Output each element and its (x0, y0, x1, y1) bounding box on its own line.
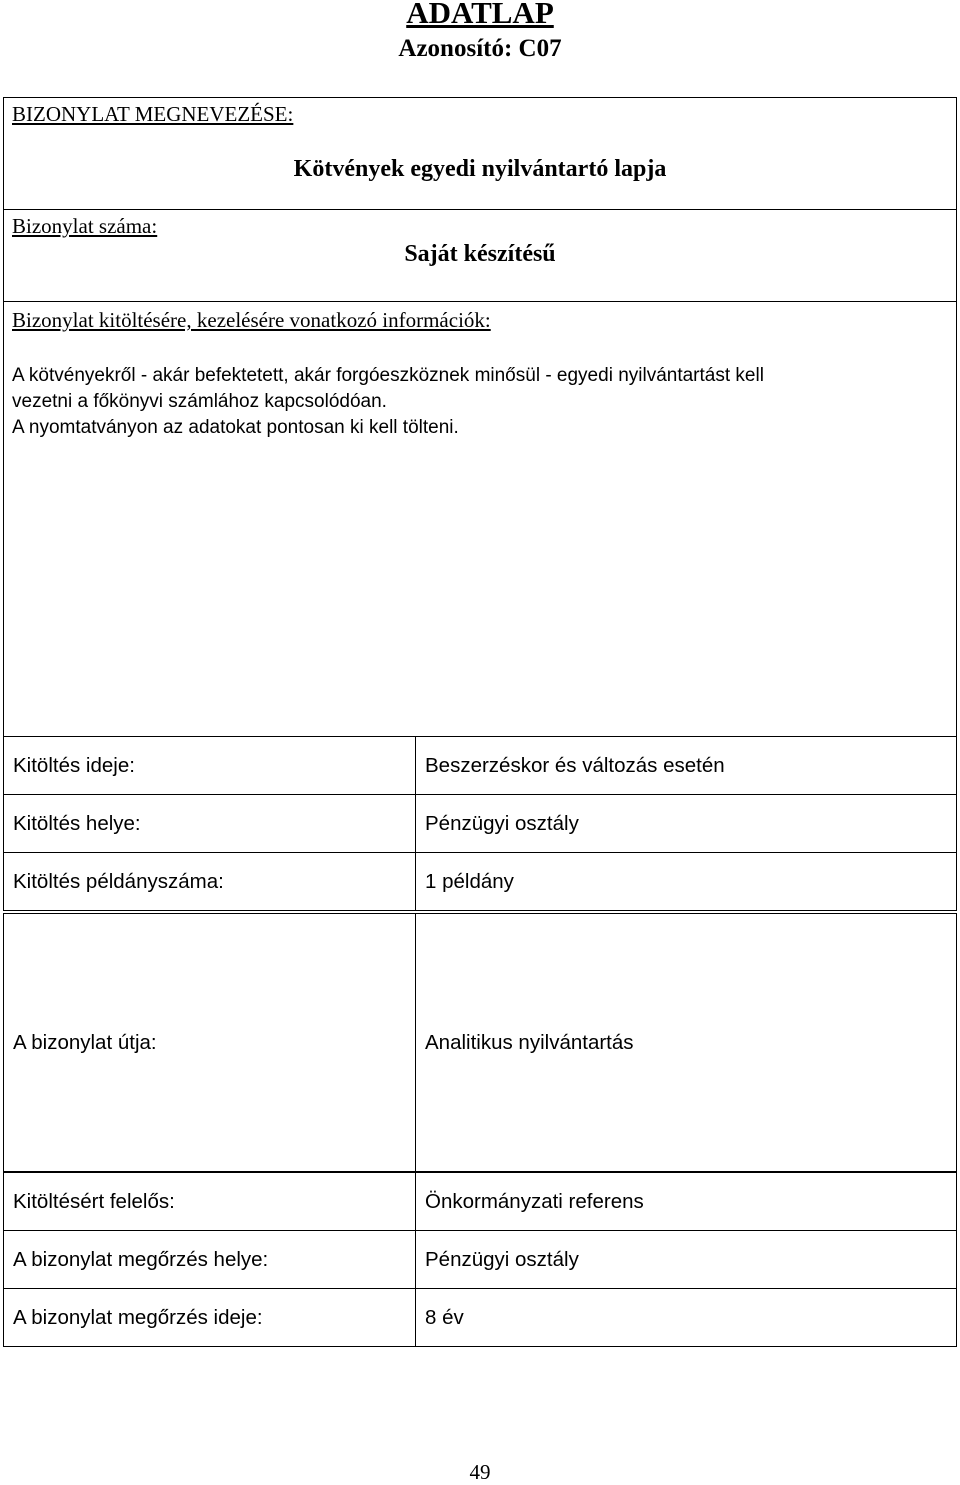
document-name-label: BIZONYLAT MEGNEVEZÉSE: (12, 102, 294, 126)
page-title: ADATLAP (406, 0, 554, 30)
page-number: 49 (469, 1460, 491, 1484)
storage-place-value: Pénzügyi osztály (416, 1231, 957, 1289)
document-number-section (3, 210, 957, 302)
info-text (12, 363, 764, 441)
info-line: A kötvényekről - akár befektetett, akár forgóeszköznek minősül - egyedi nyilvántartást kell (12, 365, 764, 386)
document-identifier: Azonosító: C07 (398, 35, 562, 62)
table-row (4, 1289, 957, 1347)
table-row (4, 1231, 957, 1289)
table-row (4, 853, 957, 911)
info-section (3, 302, 957, 737)
fill-copies-label: Kitöltés példányszáma: (4, 853, 416, 911)
storage-place-label: A bizonylat megőrzés helye: (4, 1231, 416, 1289)
route-value: Analitikus nyilvántartás (416, 914, 957, 1172)
responsible-value: Önkormányzati referens (416, 1173, 957, 1231)
fill-copies-value: 1 példány (416, 853, 957, 911)
table-row (4, 1173, 957, 1231)
info-label: Bizonylat kitöltésére, kezelésére vonatkozó információk: (12, 308, 491, 332)
storage-time-label: A bizonylat megőrzés ideje: (4, 1289, 416, 1347)
responsibility-table (3, 1172, 957, 1347)
fill-time-value: Beszerzéskor és változás esetén (416, 737, 957, 795)
route-label: A bizonylat útja: (4, 914, 416, 1172)
fill-place-label: Kitöltés helye: (4, 795, 416, 853)
table-row (4, 914, 957, 1172)
fill-details-table (3, 736, 957, 911)
table-row (4, 795, 957, 853)
info-line: A nyomtatványon az adatokat pontosan ki kell tölteni. (12, 417, 459, 438)
document-name-section (3, 97, 957, 210)
responsible-label: Kitöltésért felelős: (4, 1173, 416, 1231)
info-line: vezetni a főkönyvi számlához kapcsolódóan. (12, 391, 387, 412)
document-number-value: Saját készítésű (404, 241, 556, 267)
document-name-value: Kötvények egyedi nyilvántartó lapja (293, 156, 667, 182)
fill-time-label: Kitöltés ideje: (4, 737, 416, 795)
route-table (3, 913, 957, 1172)
table-row (4, 737, 957, 795)
fill-place-value: Pénzügyi osztály (416, 795, 957, 853)
document-number-label: Bizonylat száma: (12, 214, 158, 238)
storage-time-value: 8 év (416, 1289, 957, 1347)
